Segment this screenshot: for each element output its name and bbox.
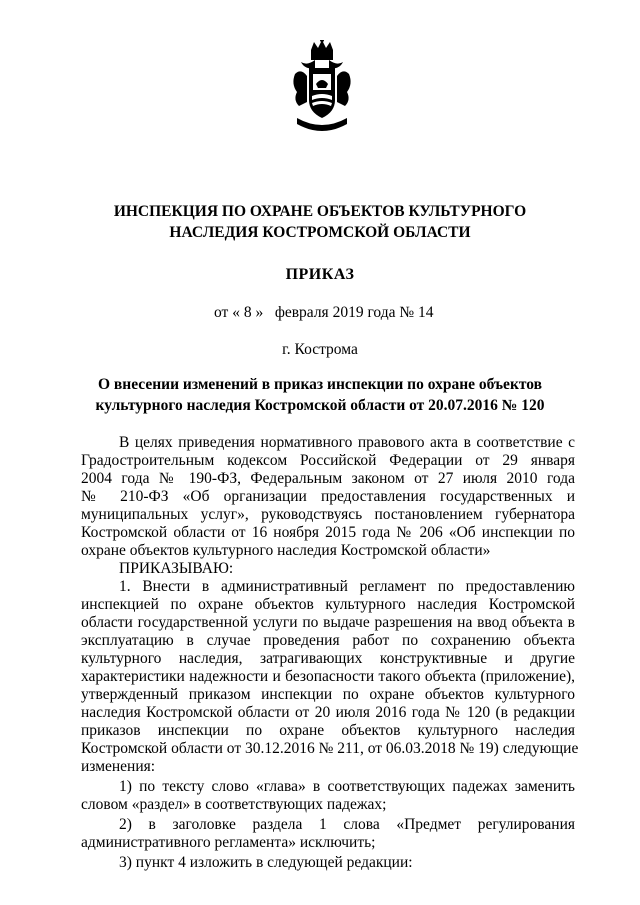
coat-of-arms-icon [289, 40, 355, 140]
order-date-number: от « 8 » февраля 2019 года № 14 [214, 304, 434, 321]
body-line: Костромской области от 16 ноября 2015 года № 206 «Об инспекции по [81, 524, 575, 541]
body-line: В целях приведения нормативного правового акта в соответствие с [119, 434, 575, 451]
body-line: № 210-ФЗ «Об организации предоставления государственных и [81, 488, 575, 505]
body-line: муниципальных услуг», руководствуясь постановлением губернатора [81, 506, 575, 523]
body-line: приказов инспекции по охране объектов культурного наследия [81, 722, 575, 739]
body-line: 1) по тексту слово «глава» в соответствующих падежах заменить [119, 778, 575, 795]
body-line: охране объектов культурного наследия Костромской области» [81, 542, 491, 559]
body-line: Градостроительным кодексом Российской Федерации от 29 января [81, 452, 575, 469]
body-line: словом «раздел» в соответствующих падежах; [81, 796, 387, 813]
body-line: утвержденный приказом инспекции по охране объектов культурного [81, 686, 575, 703]
body-line: ПРИКАЗЫВАЮ: [119, 560, 234, 577]
body-line: эксплуатацию в случае проведения работ по сохранению объекта [81, 632, 575, 649]
body-line: характеристики надежности и безопасности такого объекта (приложение), [81, 668, 575, 685]
body-line: административного регламента» исключить; [81, 834, 376, 851]
body-line: 2004 года № 190-ФЗ, Федеральным законом от 27 июля 2010 года [81, 470, 575, 487]
body-line: области государственной услуги по выдаче разрешения на ввод объекта в [81, 614, 575, 631]
body-line: Костромской области от 30.12.2016 № 211, от 06.03.2018 № 19) следующие [81, 740, 579, 757]
organization-name-line2: НАСЛЕДИЯ КОСТРОМСКОЙ ОБЛАСТИ [169, 224, 471, 241]
body-line: 3) пункт 4 изложить в следующей редакции: [119, 854, 413, 871]
body-line: инспекцией по охране объектов культурного наследия Костромской [81, 596, 575, 613]
body-line: культурного наследия, затрагивающих конструктивные и другие [81, 650, 575, 667]
body-line: 1. Внести в административный регламент по предоставлению [119, 578, 575, 595]
body-line: 2) в заголовке раздела 1 слова «Предмет регулирования [119, 816, 575, 833]
city: г. Кострома [282, 341, 358, 358]
body-line: изменения: [81, 758, 156, 775]
body-line: наследия Костромской области от 20 июля 2016 года № 120 (в редакции [81, 704, 575, 721]
organization-name-line1: ИНСПЕКЦИЯ ПО ОХРАНЕ ОБЪЕКТОВ КУЛЬТУРНОГО [113, 203, 527, 220]
subject-line2: культурного наследия Костромской области от 20.07.2016 № 120 [95, 397, 545, 414]
subject-line1: О внесении изменений в приказ инспекции по охране объектов [97, 376, 543, 393]
document-type: ПРИКАЗ [285, 266, 355, 283]
